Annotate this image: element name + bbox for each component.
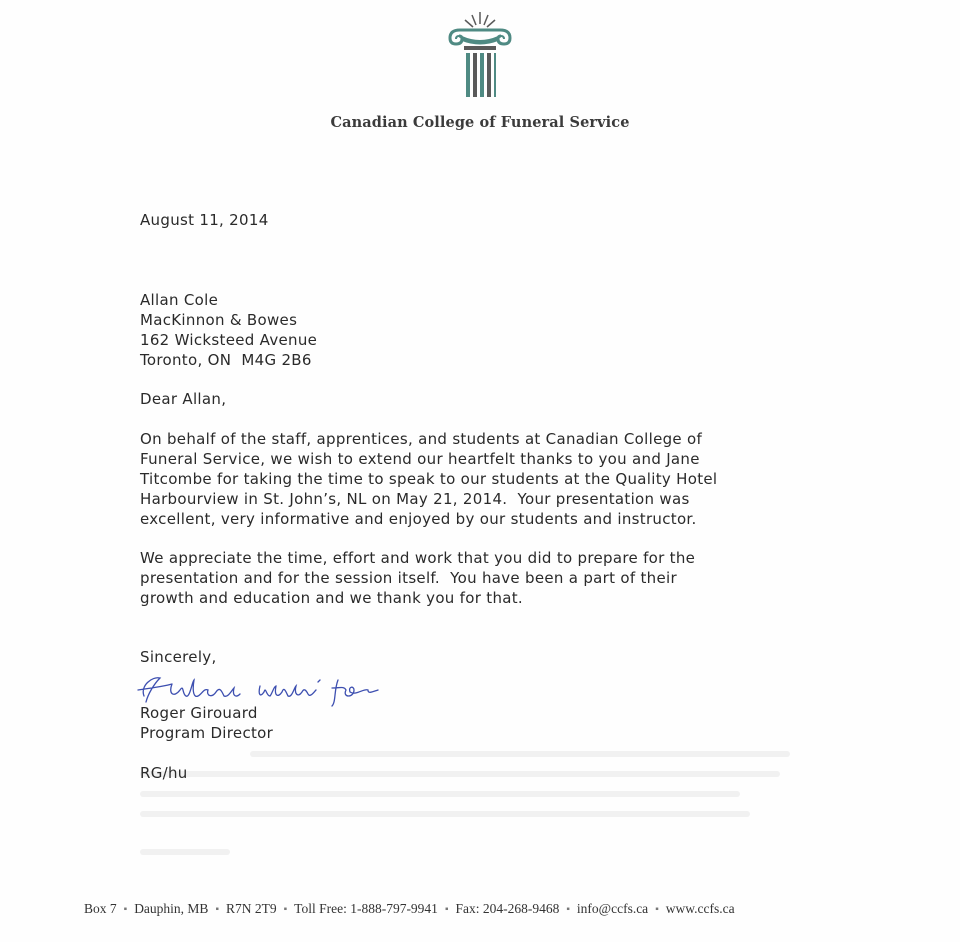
body-paragraph-1 — [140, 429, 840, 529]
body-line: presentation and for the session itself. You have been a part of their — [140, 569, 677, 587]
separator-icon: ▪ — [123, 904, 128, 915]
body-line: growth and education and we thank you for that. — [140, 589, 523, 607]
body-line: Harbourview in St. John’s, NL on May 21, 2014. Your presentation was — [140, 490, 690, 508]
body-line: On behalf of the staff, apprentices, and students at Canadian College of — [140, 430, 703, 448]
signer-title: Program Director — [140, 724, 274, 742]
signer-name: Roger Girouard — [140, 704, 258, 722]
separator-icon: ▪ — [655, 904, 659, 915]
body-line: Titcombe for taking the time to speak to our students at the Quality Hotel — [140, 470, 718, 488]
footer-postal-code: R7N 2T9 — [225, 901, 277, 916]
footer-website: www.ccfs.ca — [665, 901, 735, 916]
recipient-name: Allan Cole — [140, 291, 219, 309]
separator-icon: ▪ — [283, 904, 288, 915]
separator-icon: ▪ — [215, 904, 219, 915]
body-line: excellent, very informative and enjoyed by our students and instructor. — [140, 510, 697, 528]
closing: Sincerely, — [140, 648, 217, 666]
handwritten-signature — [132, 668, 392, 708]
footer-city: Dauphin, MB — [134, 901, 209, 916]
separator-icon: ▪ — [566, 904, 570, 915]
column-pillar-icon — [438, 8, 522, 100]
letter-date: August 11, 2014 — [140, 211, 269, 229]
organization-name: Canadian College of Funeral Service — [330, 114, 630, 131]
recipient-address — [140, 290, 840, 370]
recipient-company: MacKinnon & Bowes — [140, 311, 298, 329]
footer-toll-free: Toll Free: 1-888-797-9941 — [294, 901, 438, 916]
recipient-city: Toronto, ON M4G 2B6 — [140, 351, 312, 369]
footer-box: Box 7 — [84, 901, 117, 916]
body-line: We appreciate the time, effort and work that you did to prepare for the — [140, 549, 696, 567]
body-paragraph-2 — [140, 548, 840, 608]
footer-email: info@ccfs.ca — [576, 901, 649, 916]
separator-icon: ▪ — [444, 904, 449, 915]
letterhead-footer — [84, 901, 884, 917]
recipient-street: 162 Wicksteed Avenue — [140, 331, 318, 349]
footer-fax: Fax: 204-268-9468 — [455, 901, 560, 916]
body-line: Funeral Service, we wish to extend our heartfelt thanks to you and Jane — [140, 450, 700, 468]
reference-initials: RG/hu — [140, 764, 188, 782]
signer-block — [140, 703, 840, 743]
salutation: Dear Allan, — [140, 390, 227, 408]
